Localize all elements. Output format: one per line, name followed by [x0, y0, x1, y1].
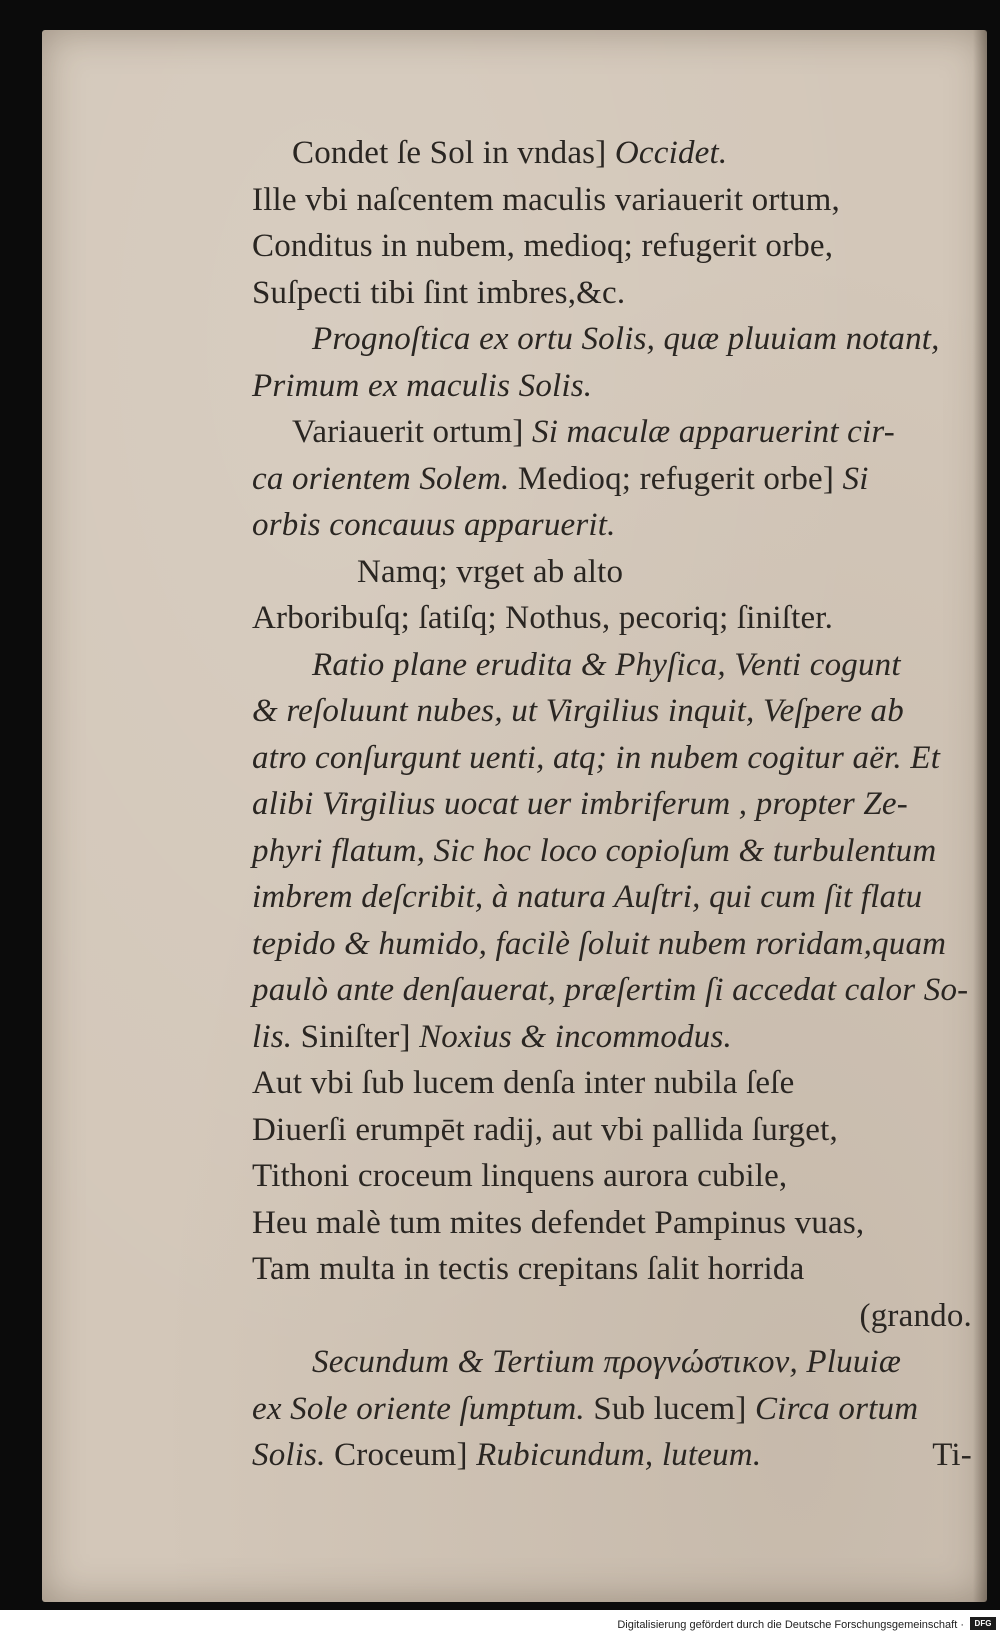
text-line	[252, 363, 972, 410]
roman-text-segment: Diuerſi erumpēt radij, aut vbi pallida ſurget,	[252, 1111, 838, 1148]
italic-text-segment: ca orientem Solem.	[252, 460, 518, 497]
text-line	[252, 1153, 972, 1200]
page-text	[252, 130, 972, 1479]
roman-text-segment: Arboribuſq; ſatiſq; Nothus, pecoriq; ſiniſter.	[252, 600, 834, 636]
footer-bar	[0, 1610, 1000, 1638]
roman-text-segment: Heu malè tum mites defendet Pampinus vuas,	[252, 1204, 865, 1241]
text-line	[252, 1060, 972, 1107]
text-line	[252, 316, 972, 363]
text-line	[252, 735, 972, 782]
roman-text-segment: Suſpecti tibi ſint imbres,&c.	[252, 274, 626, 311]
italic-text-segment: Secundum & Tertium προγνώστικον, Pluuiæ	[312, 1344, 902, 1380]
text-line	[252, 409, 972, 456]
italic-text-segment: tepido & humido, facilè ſoluit nubem roridam,quam	[252, 925, 947, 962]
roman-text-segment: (grando.	[859, 1297, 972, 1334]
italic-text-segment: Si maculæ apparuerint cir-	[532, 414, 895, 450]
italic-text-segment: Si	[842, 460, 869, 497]
italic-text-segment: Ratio plane erudita & Phyſica, Venti cogunt	[312, 646, 901, 683]
roman-text-segment: Conditus in nubem, medioq; refugerit orbe,	[252, 228, 834, 264]
text-line	[252, 1293, 972, 1340]
text-line	[252, 1014, 972, 1061]
text-line	[252, 177, 972, 224]
catchword: Ti-	[932, 1437, 972, 1473]
italic-text-segment: Circa ortum	[755, 1390, 919, 1427]
italic-text-segment: phyri flatum, Sic hoc loco copioſum & turbulentum	[252, 832, 937, 869]
dfg-logo-icon: DFG	[970, 1617, 996, 1630]
roman-text-segment: Aut vbi ſub lucem denſa inter nubila ſeſe	[252, 1065, 795, 1101]
text-line	[252, 130, 972, 177]
text-line	[252, 688, 972, 735]
roman-text-segment: Condet ſe Sol in vndas]	[292, 135, 615, 171]
text-line	[252, 270, 972, 317]
roman-text-segment: Siniſter]	[292, 1018, 420, 1055]
text-line	[252, 781, 972, 828]
roman-text-segment: Variauerit ortum]	[292, 414, 533, 450]
text-line	[252, 921, 972, 968]
italic-text-segment: lis.	[252, 1018, 293, 1055]
italic-text-segment: & reſoluunt nubes, ut Virgilius inquit, Veſpere ab	[252, 693, 904, 729]
text-line	[252, 874, 972, 921]
italic-text-segment: orbis concauus apparuerit.	[252, 507, 616, 543]
italic-text-segment: alibi Virgilius uocat uer imbriferum , propter Ze-	[252, 786, 908, 822]
text-line	[252, 967, 972, 1014]
roman-text-segment: Croceum]	[334, 1437, 477, 1473]
text-line	[252, 1200, 972, 1247]
text-line	[252, 642, 972, 689]
text-line	[252, 1339, 972, 1386]
roman-text-segment: Ille vbi naſcentem maculis variauerit ortum,	[252, 181, 840, 218]
roman-text-segment: Tithoni croceum linquens aurora cubile,	[252, 1158, 788, 1194]
roman-text-segment: Namq; vrget ab alto	[357, 553, 624, 590]
italic-text-segment: Occidet.	[614, 135, 728, 171]
italic-text-segment: Primum ex maculis Solis.	[252, 367, 593, 404]
text-line	[252, 549, 972, 596]
roman-text-segment: Sub lucem]	[593, 1390, 756, 1427]
italic-text-segment: Rubicundum, luteum.	[476, 1437, 762, 1473]
page-edge-shadow	[973, 30, 987, 1602]
text-line	[252, 595, 972, 642]
italic-text-segment: Noxius & incommodus.	[419, 1018, 733, 1055]
italic-text-segment: Solis.	[252, 1437, 335, 1473]
text-line	[252, 456, 972, 503]
italic-text-segment: paulò ante denſauerat, præſertim ſi accedat calor So-	[252, 972, 969, 1008]
text-line	[252, 1432, 972, 1479]
text-line	[252, 828, 972, 875]
book-page	[42, 30, 987, 1602]
text-line	[252, 223, 972, 270]
roman-text-segment: Tam multa in tectis crepitans ſalit horrida	[252, 1251, 805, 1287]
text-line	[252, 502, 972, 549]
italic-text-segment: Prognoſtica ex ortu Solis, quæ pluuiam notant,	[312, 321, 940, 357]
text-line	[252, 1246, 972, 1293]
roman-text-segment: Medioq; refugerit orbe]	[517, 460, 843, 497]
text-line	[252, 1107, 972, 1154]
italic-text-segment: atro conſurgunt uenti, atq; in nubem cogitur aër. Et	[252, 739, 941, 776]
text-line	[252, 1386, 972, 1433]
italic-text-segment: ex Sole oriente ſumptum.	[252, 1390, 594, 1427]
funding-note: Digitalisierung gefördert durch die Deutsche Forschungsgemeinschaft ·	[617, 1619, 964, 1631]
italic-text-segment: imbrem deſcribit, à natura Auſtri, qui cum ſit flatu	[252, 879, 923, 915]
